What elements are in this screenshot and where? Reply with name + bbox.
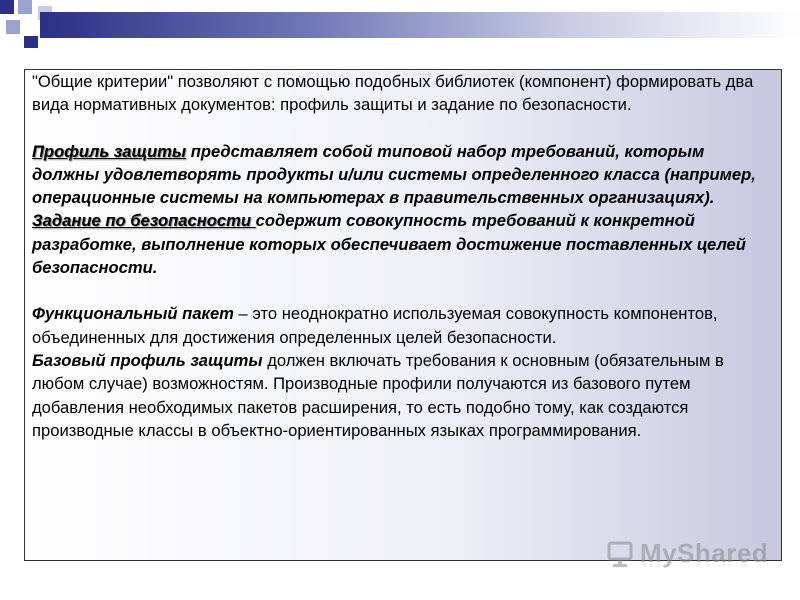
intro-paragraph: "Общие критерии" позволяют с помощью подобных библиотек (компонент) формировать два вида нормативных документов: профиль защиты и задание по безопасности. — [32, 72, 754, 115]
functional-package-text: – это неоднократно используемая совокупность компонентов, объединенных для достижения определенных целей безопасности. — [32, 304, 718, 347]
protection-profile-text: представляет собой типовой набор требований, которым должны удовлетворять продукты и/или системы определенного класса (например, операционные системы на компьютерах в правительственных организациях). — [32, 141, 756, 208]
security-target-paragraph — [32, 209, 771, 279]
decor-square — [6, 20, 20, 34]
base-profile-term: Базовый профиль защиты — [32, 350, 263, 370]
decor-square — [0, 0, 14, 14]
content-panel — [24, 69, 782, 561]
protection-profile-paragraph — [32, 140, 771, 210]
protection-profile-term: Профиль защиты — [32, 141, 187, 161]
decor-square — [18, 0, 32, 14]
base-profile-paragraph — [32, 349, 771, 442]
functional-package-term: Функциональный пакет — [32, 304, 234, 324]
title-gradient-bar — [40, 12, 800, 38]
watermark-text: MyShared — [640, 537, 769, 568]
monitor-logo-icon — [606, 537, 636, 569]
functional-package-paragraph — [32, 302, 771, 349]
decor-square — [24, 36, 38, 48]
security-target-text: содержит совокупность требований к конкретной разработке, выполнение которых обеспечивает достижение поставленных целей безопасности. — [32, 211, 746, 278]
security-target-term: Задание по безопасности — [32, 211, 256, 231]
watermark — [606, 535, 768, 571]
base-profile-text: должен включать требования к основным (обязательным в любом случае) возможностям. Производные профили получаются из базового путем добавления необходимых пакетов расширения, то есть подобно тому, как создаются производные классы в объектно-ориентированных языках программирования. — [32, 350, 724, 440]
